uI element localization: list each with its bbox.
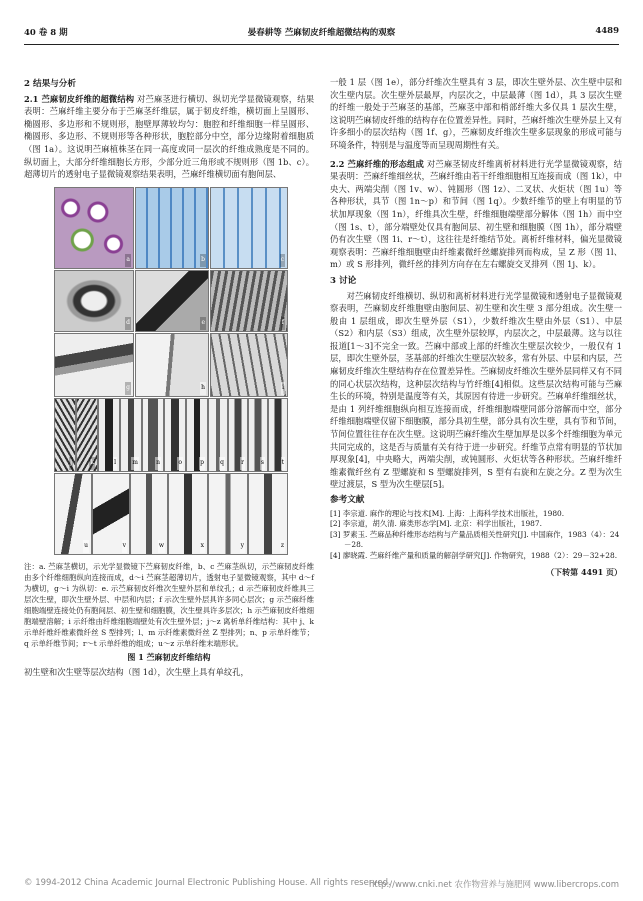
reference-item: [1] 李宗道. 麻作的理论与技术[M]. 上海：上海科学技术出版社，1980. [330,508,565,518]
paragraph [24,93,314,181]
micrograph-s [248,398,268,472]
micrograph-h [135,333,209,397]
micrograph-l [98,398,120,472]
micrograph-y [208,473,248,555]
panel-label: e [200,317,206,330]
panel-label: v [122,540,127,553]
panel-label: u [83,540,89,553]
micrograph-e [135,270,209,332]
micrograph-f [210,270,288,332]
figure-title: 图 1 苎麻韧皮纤维结构 [127,651,211,662]
panel-label: h [200,382,206,395]
panel-label: p [199,457,205,470]
copyright-footer [24,878,619,888]
section-2-heading: 2 结果与分析 [24,79,76,89]
panel-label: d [125,317,131,330]
panel-label: l [113,457,117,470]
panel-label: i [281,382,285,395]
reference-list [330,509,622,562]
figure-caption-note: 注：a. 苎麻茎横切，示光学显微镜下苎麻韧皮纤维，b、c 苎麻茎纵切，示苎麻韧皮纤维由多个纤维细胞纵向连接而成，d～i 苎麻茎超薄切片，透射电子显微镜观察，其中 d～f 为横切，g～i 为纵切：e. 示苎麻韧皮纤维次生壁外层和单纹孔；d 示苎麻韧皮纤维具三层次生壁，即次生壁外层、中层和内层；f 示次生壁外层具许多同心层次；g 示苎麻纤维细胞端壁连接处仍有胞间层、初生壁和细胞膜，次生壁具许多层次；h 示苎麻韧皮纤维细胞端壁溶解；i 示纤维由纤维细胞端壁处有次生壁外层；j～z 离析单纤维结构：其中 j、k 示单纤维纤维素微纤丝 S 型排列；l、m 示纤维素微纤丝 Z 型排列；n、p 示单纤维节；q 示单纤维节间；r～t 示单纤维的组成；u～z 示单纤维末端形状。 [24,561,314,648]
section-3-heading: 3 讨论 [330,275,357,286]
paragraph-text: 对苎麻茎进行横切、纵切光学显微镜观察，结果表明：苎麻纤维主要分布于苎麻茎纤维层，属于韧皮纤维，横切面上呈圆形、椭圆形、多边形和不规则形，胞壁厚薄较均匀：胞腔和纤维细胞一样呈圆形、椭圆形、多边形、不规则形等各种形状，胞腔部分中空，部分边缘附着细胞质（图 1a）。这说明苎麻植株茎在同一高度或同一层次的纤维成熟度是不同的。纵切面上，大部分纤维细胞长方形，少部分近三角形或不规则形（图 1b、c）。超薄切片的透射电子显微镜观察结果表明，苎麻纤维横切面有胞间层、 [24,93,314,180]
panel-label: a [125,254,131,267]
panel-label: s [260,457,265,470]
panel-label: q [219,457,225,470]
subsection-2-1-heading: 2.1 苎麻韧皮纤维的超微结构 [24,93,135,104]
micrograph-c [210,187,288,269]
micrograph-q [208,398,228,472]
panel-label: y [240,540,245,553]
panel-label: c [280,254,285,267]
paragraph: 初生壁和次生壁等层次结构（图 1d），次生壁上具有单纹孔， [24,667,249,678]
paragraph: 对苎麻韧皮纤维横切、纵切和离析材料进行光学显微镜和透射电子显微镜观察表明，苎麻韧皮纤维胞壁由胞间层、初生壁和次生壁 3 部分组成。次生壁一般由 1 层组成，即次生壁外层（S1），少数纤维次生壁由外层（S1）、中层（S2）和内层（S3）组成，次生壁外层较厚，内层次之，中层最薄。这与以往报道[1～3]不完全一致。苎麻中部或上部的纤维次生壁层次较少，一般仅有 1 层，即次生壁外层，茎基部的纤维次生壁层次较多，常有外层、中层和内层，苎麻韧皮纤维次生壁结构存在位置差异性。苎麻韧皮纤维次生壁外层同样又有不同的同心状层次结构，这种层次结构与竹纤维[4]相似。这些层次结构可能与苎麻生长的环境，特别是温度等有关，其原因有待进一步研究。苎麻单纤维细丝状，是由 1 列纤维细胞纵向相互连接而成，纤维细胞端壁同部分溶解而中空，部分纤维细胞端壁仅留下细胞膜，部分具初生壁，部分具有次生壁，具有节和节间，节间位置往往存在次生壁。这说明苎麻纤维次生壁加厚是以多个纤维细胞为单元共同完成的，这是否与质量有关有待于进一步研究。纤维节点常有明显的节状加厚现象[4]，中央略大，两端尖削，或钝圆形、火炬状等各种形状。苎麻纤维纤维素微纤丝有 Z 型螺旋和 S 型螺旋排列，S 型有右旋和左旋之分。Z 型为次生壁过渡层，S 型为次生壁层[5]。 [330,290,622,490]
panel-label: o [177,457,183,470]
paragraph: 一般 1 层（图 1e），部分纤维次生壁具有 3 层，即次生壁外层、次生壁中层和次生壁内层。次生壁外层最厚，内层次之，中层最薄（图 1d），具 3 层次生壁的纤维一般处于苎麻茎的基部，苎麻茎中部和梢部纤维大多仅具 1 层次生壁，这说明苎麻韧皮纤维的结构存在位置差异性。同时，苎麻纤维次生壁外层上又有许多细小的层次结构（图 1f、g），苎麻韧皮纤维次生壁多层现象的形成可能与环境条件，特别是与温度等而呈现周期性有关。 [330,77,622,150]
running-header [24,24,619,40]
micrograph-t [268,398,288,472]
panel-label: n [155,457,161,470]
micrograph-i [210,333,288,397]
panel-label: z [280,540,285,553]
micrograph-p [186,398,208,472]
micrograph-r [228,398,248,472]
paragraph-text: 对苎麻茎韧皮纤维离析材料进行光学显微镜观察，结果表明：苎麻纤维细丝状，苎麻纤维由若干纤维细胞相互连接而成（图 1k），中央大、两端尖削（图 1v、w）、钝圆形（图 1z）、二叉状、火炬状（图 1u）等各种形状，具节（图 1n～p）和节间（图 1q）。少数纤维节的壁上有明显的节状加厚现象（图 1n），纤维具次生壁，纤维细胞端壁部分解体（图 1h）而中空（图 1s、t），部分端壁处仅具有胞间层、初生壁和细胞膜（图 1h），部分端壁仍有次生壁（图 1i、r～t），这往往是纤维结节处。离析纤维材料，偏光显微镜观察表明：苎麻纤维细胞壁由纤维素微纤丝螺旋排列而构成，呈 Z 形（图 1l、m）或 S 形排列，微纤丝的排列方向存在左右螺旋交叉排列（图 1j、k）。 [330,158,623,270]
figure-1 [24,187,314,557]
micrograph-w [130,473,168,555]
copyright-text: © 1994-2012 China Academic Journal Electronic Publishing House. All rights reserved. [24,878,391,888]
panel-label: x [200,540,205,553]
panel-label: g [125,382,131,395]
panel-label: r [240,457,245,470]
micrograph-n [142,398,164,472]
micrograph-a [54,187,134,269]
micrograph-j [54,398,76,472]
reference-item: [3] 罗素玉. 苎麻品种纤维形态结构与产量品质相关性研究[J]. 中国麻作，1983（4）：24－28. [330,529,620,550]
micrograph-d [54,270,134,332]
panel-label: b [200,254,206,267]
references-heading: 参考文献 [330,495,365,505]
watermark-text: http://www.cnki.net 农作物营养与施肥网 www.libercrops.com [368,880,619,890]
micrograph-v [92,473,130,555]
subsection-2-2-heading: 2.2 苎麻纤维的形态组成 [330,158,424,169]
panel-label: m [131,457,139,470]
micrograph-z [248,473,288,555]
panel-label: t [281,457,285,470]
panel-label: f [281,317,285,330]
micrograph-b [135,187,209,269]
left-column [24,76,314,679]
paragraph [330,158,622,271]
micrograph-k [76,398,98,472]
panel-label: j [69,457,73,470]
right-column [330,76,622,578]
page-number: 4489 [595,26,619,36]
micrograph-o [164,398,186,472]
micrograph-m [120,398,142,472]
micrograph-u [54,473,92,555]
reference-item: [4] 廖晓霞. 苎麻纤维产量和质量的解剖学研究[J]. 作物研究，1988（2）：29－32+28. [330,550,618,560]
micrograph-x [168,473,208,555]
running-title: 晏春耕等 苎麻韧皮纤维超微结构的观察 [247,28,396,38]
volume-issue: 40 卷 8 期 [24,28,68,38]
continued-note: （下转第 4491 页） [546,566,622,577]
micrograph-g [54,333,134,397]
panel-label: w [158,540,165,553]
panel-label: k [89,457,95,470]
header-rule [24,44,619,45]
reference-item: [2] 李宗道，胡久清. 麻类形态学[M]. 北京：科学出版社，1987. [330,519,542,529]
